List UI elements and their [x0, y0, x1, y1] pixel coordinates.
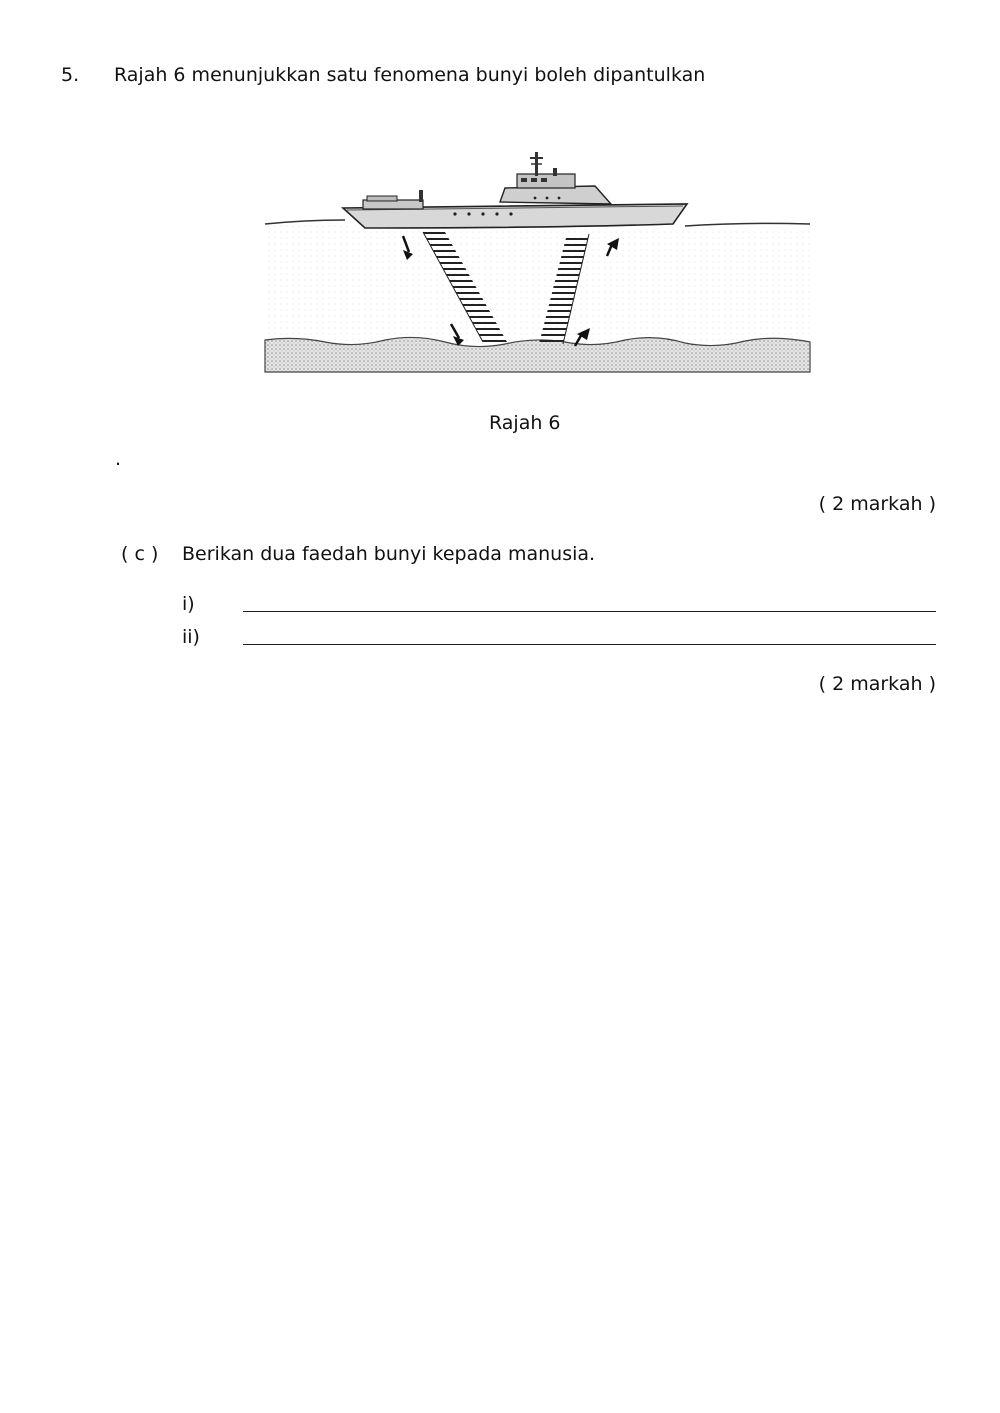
part-c-question: Berikan dua faedah bunyi kepada manusia. [182, 543, 596, 565]
sea-water [265, 221, 810, 360]
stray-dot: . [115, 448, 122, 470]
marks-label: ( 2 markah ) [818, 493, 936, 515]
figure-caption: Rajah 6 [489, 412, 561, 434]
question-text: Rajah 6 menunjukkan satu fenomena bunyi boleh dipantulkan [114, 64, 706, 86]
marks-label: ( 2 markah ) [818, 673, 936, 695]
answer-line-ii[interactable] [243, 644, 936, 645]
answer-label-i: i) [182, 593, 195, 615]
sonar-diagram [255, 140, 825, 380]
part-c-label: ( c ) [121, 543, 159, 565]
answer-label-ii: ii) [182, 626, 200, 648]
answer-line-i[interactable] [243, 611, 936, 612]
question-number: 5. [61, 64, 80, 86]
ship-icon [343, 152, 687, 228]
